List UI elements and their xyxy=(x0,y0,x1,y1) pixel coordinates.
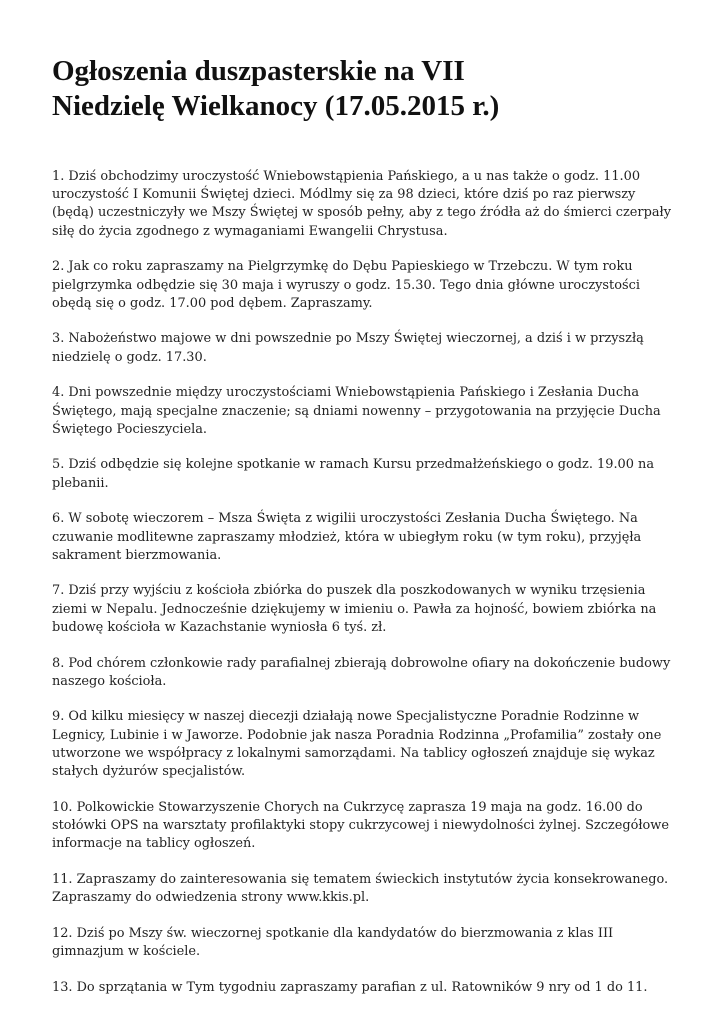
announcement-item: 6. W sobotę wieczorem – Msza Święta z wigilii uroczystości Zesłania Ducha Świętego. Na czuwanie modlitewne zapraszamy młodzież, która w ubiegłym roku (w tym roku), przyjęła sakrament bierzmowania. xyxy=(52,511,642,563)
page-title-line-2: Niedzielę Wielkanocy (17.05.2015 r.) xyxy=(52,90,500,122)
document-page xyxy=(52,54,672,1014)
announcement-item: 9. Od kilku miesięcy w naszej diecezji działają nowe Specjalistyczne Poradnie Rodzinne w Legnicy, Lubinie i w Jaworze. Podobnie jak nasza Poradnia Rodzinna „Profamilia” zostały one utworzone we współpracy z lokalnymi samorządami. Na tablicy ogłoszeń znajduje się wykaz stałych dyżurów specjalistów. xyxy=(52,709,662,780)
announcement-item: 7. Dziś przy wyjściu z kościoła zbiórka do puszek dla poszkodowanych w wyniku trzęsienia ziemi w Nepalu. Jednocześnie dziękujemy w imieniu o. Pawła za hojność, bowiem zbiórka na budowę kościoła w Kazachstanie wyniosła 6 tyś. zł. xyxy=(52,583,657,635)
announcement-item: 5. Dziś odbędzie się kolejne spotkanie w ramach Kursu przedmałżeńskiego o godz. 19.00 na plebanii. xyxy=(52,457,655,491)
announcement-item: 13. Do sprzątania w Tym tygodniu zapraszamy parafian z ul. Ratowników 9 nry od 1 do 11. xyxy=(52,979,648,995)
page-title-line-1: Ogłoszenia duszpasterskie na VII xyxy=(52,55,465,87)
announcement-item: 11. Zapraszamy do zainteresowania się tematem świeckich instytutów życia konsekrowanego. Zapraszamy do odwiedzenia strony www.kkis.pl. xyxy=(52,871,669,906)
announcement-item: 12. Dziś po Mszy św. wieczornej spotkanie dla kandydatów do bierzmowania z klas III gimnazjum w kościele. xyxy=(52,925,614,959)
announcement-item: 2. Jak co roku zapraszamy na Pielgrzymkę do Dębu Papieskiego w Trzebczu. W tym roku pielgrzymka odbędzie się 30 maja i wyruszy o godz. 15.30. Tego dnia główne uroczystości obędą się o godz. 17.00 pod dębem. Zapraszamy. xyxy=(52,259,640,311)
announcement-item: 8. Pod chórem członkowie rady parafialnej zbierają dobrowolne ofiary na dokończenie budowy naszego kościoła. xyxy=(52,655,671,689)
page-title xyxy=(52,54,672,124)
announcement-list xyxy=(52,168,672,997)
announcement-item: 1. Dziś obchodzimy uroczystość Wniebowstąpienia Pańskiego, a u nas także o godz. 11.00 uroczystość I Komunii Świętej dzieci. Módlmy się za 98 dzieci, które dziś po raz pierwszy (będą) uczestniczyły we Mszy Świętej w sposób pełny, aby z tego źródła aż do śmierci czerpały siłę do życia zgodnego z wymaganiami Ewangelii Chrystusa. xyxy=(52,169,671,239)
announcement-item: 3. Nabożeństwo majowe w dni powszednie po Mszy Świętej wieczornej, a dziś i w przyszłą niedzielę o godz. 17.30. xyxy=(52,331,644,365)
announcement-item: 10. Polkowickie Stowarzyszenie Chorych na Cukrzycę zaprasza 19 maja na godz. 16.00 do stołówki OPS na warsztaty profilaktyki stopy cukrzycowej i niewydolności żylnej. Szczegółowe informacje na tablicy ogłoszeń. xyxy=(52,799,669,852)
announcement-item: 4. Dni powszednie między uroczystościami Wniebowstąpienia Pańskiego i Zesłania Ducha Świętego, mają specjalne znaczenie; są dniami nowenny – przygotowania na przyjęcie Ducha Świętego Pocieszyciela. xyxy=(52,385,661,437)
